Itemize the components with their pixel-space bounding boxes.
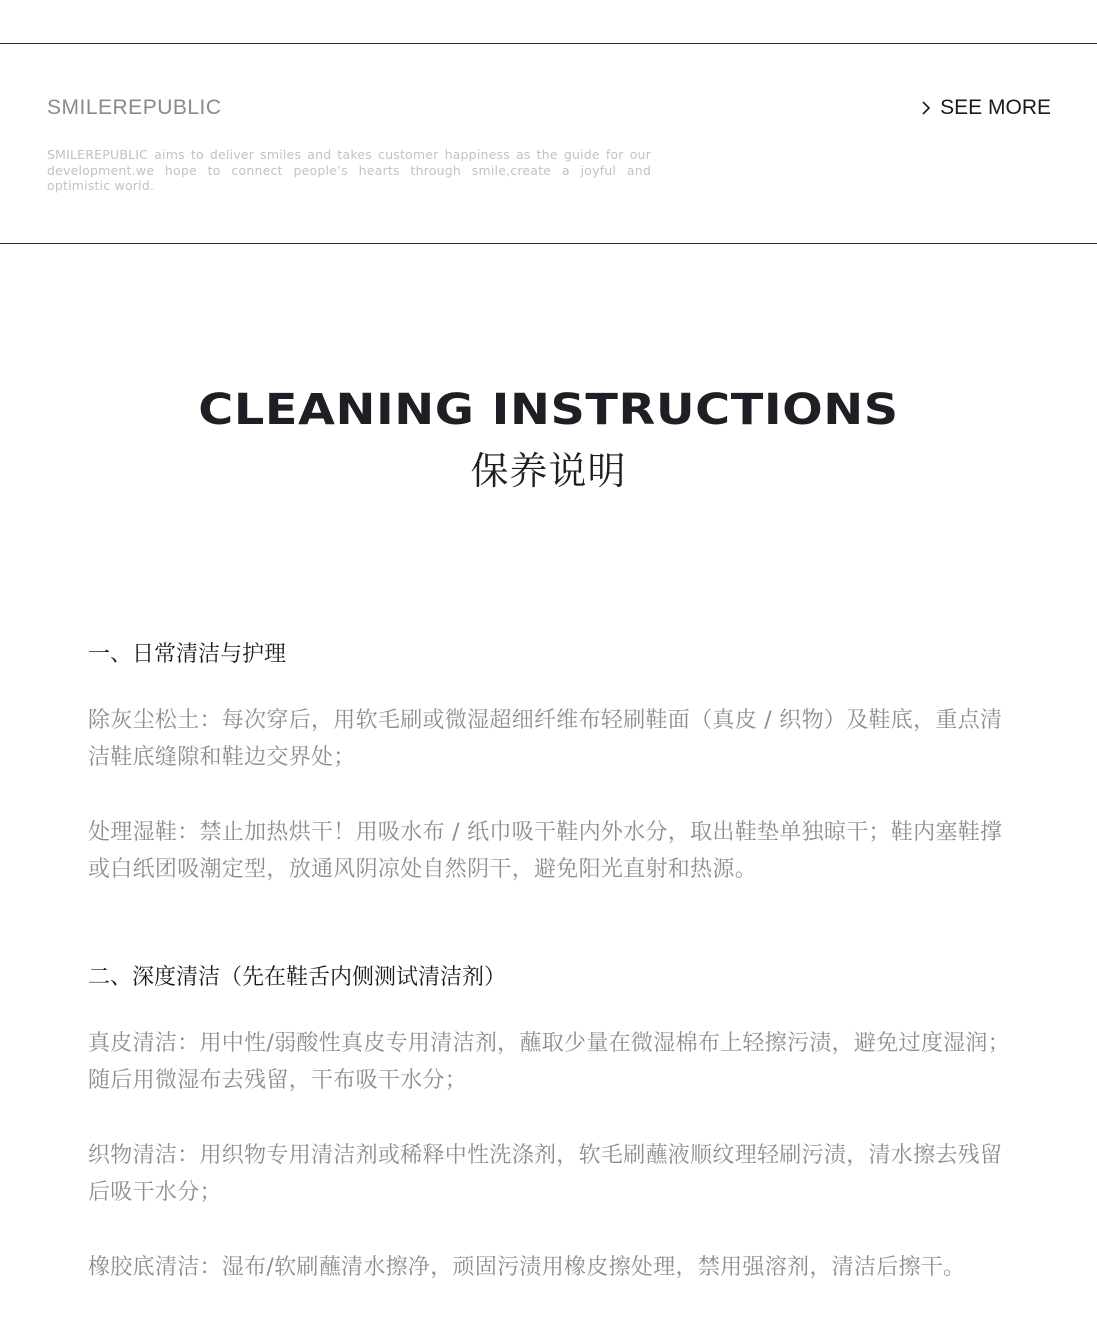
paragraph-dust-removal: 除灰尘松土：每次穿后，用软毛刷或微湿超细纤维布轻刷鞋面（真皮 / 织物）及鞋底，重点清洁鞋底缝隙和鞋边交界处； bbox=[88, 708, 1003, 770]
page-title-english: CLEANING INSTRUCTIONS bbox=[198, 385, 899, 435]
header-bottom-divider bbox=[0, 243, 1097, 244]
paragraph-rubber-sole-cleaning: 橡胶底清洁：湿布/软刷蘸清水擦净，顽固污渍用橡皮擦处理，禁用强溶剂，清洁后擦干。 bbox=[88, 1255, 966, 1280]
brand-tagline: SMILEREPUBLIC aims to deliver smiles and takes customer happiness as the guide for our development.we hope to connect people’s hearts through smile,create a joyful and optimistic world. bbox=[47, 147, 651, 193]
section-heading-daily-care: 一、日常清洁与护理 bbox=[88, 642, 287, 667]
paragraph-wet-shoes: 处理湿鞋：禁止加热烘干！用吸水布 / 纸巾吸干鞋内外水分，取出鞋垫单独晾干；鞋内塞鞋撑或白纸团吸潮定型，放通风阴凉处自然阴干，避免阳光直射和热源。 bbox=[88, 820, 1003, 882]
section-heading-deep-cleaning: 二、深度清洁（先在鞋舌内侧测试清洁剂） bbox=[88, 965, 507, 990]
brand-name: SMILEREPUBLIC bbox=[47, 96, 222, 119]
chevron-right-icon bbox=[920, 100, 932, 116]
paragraph-fabric-cleaning: 织物清洁：用织物专用清洁剂或稀释中性洗涤剂，软毛刷蘸液顺纹理轻刷污渍，清水擦去残留后吸干水分； bbox=[88, 1143, 1003, 1205]
top-divider bbox=[0, 43, 1097, 44]
see-more-link[interactable] bbox=[920, 95, 1051, 121]
instructions-content bbox=[88, 637, 1012, 1286]
page-title-chinese: 保养说明 bbox=[470, 449, 627, 493]
paragraph-leather-cleaning: 真皮清洁：用中性/弱酸性真皮专用清洁剂，蘸取少量在微湿棉布上轻擦污渍，避免过度湿润；随后用微湿布去残留，干布吸干水分； bbox=[88, 1031, 1011, 1093]
see-more-label: SEE MORE bbox=[940, 96, 1051, 119]
